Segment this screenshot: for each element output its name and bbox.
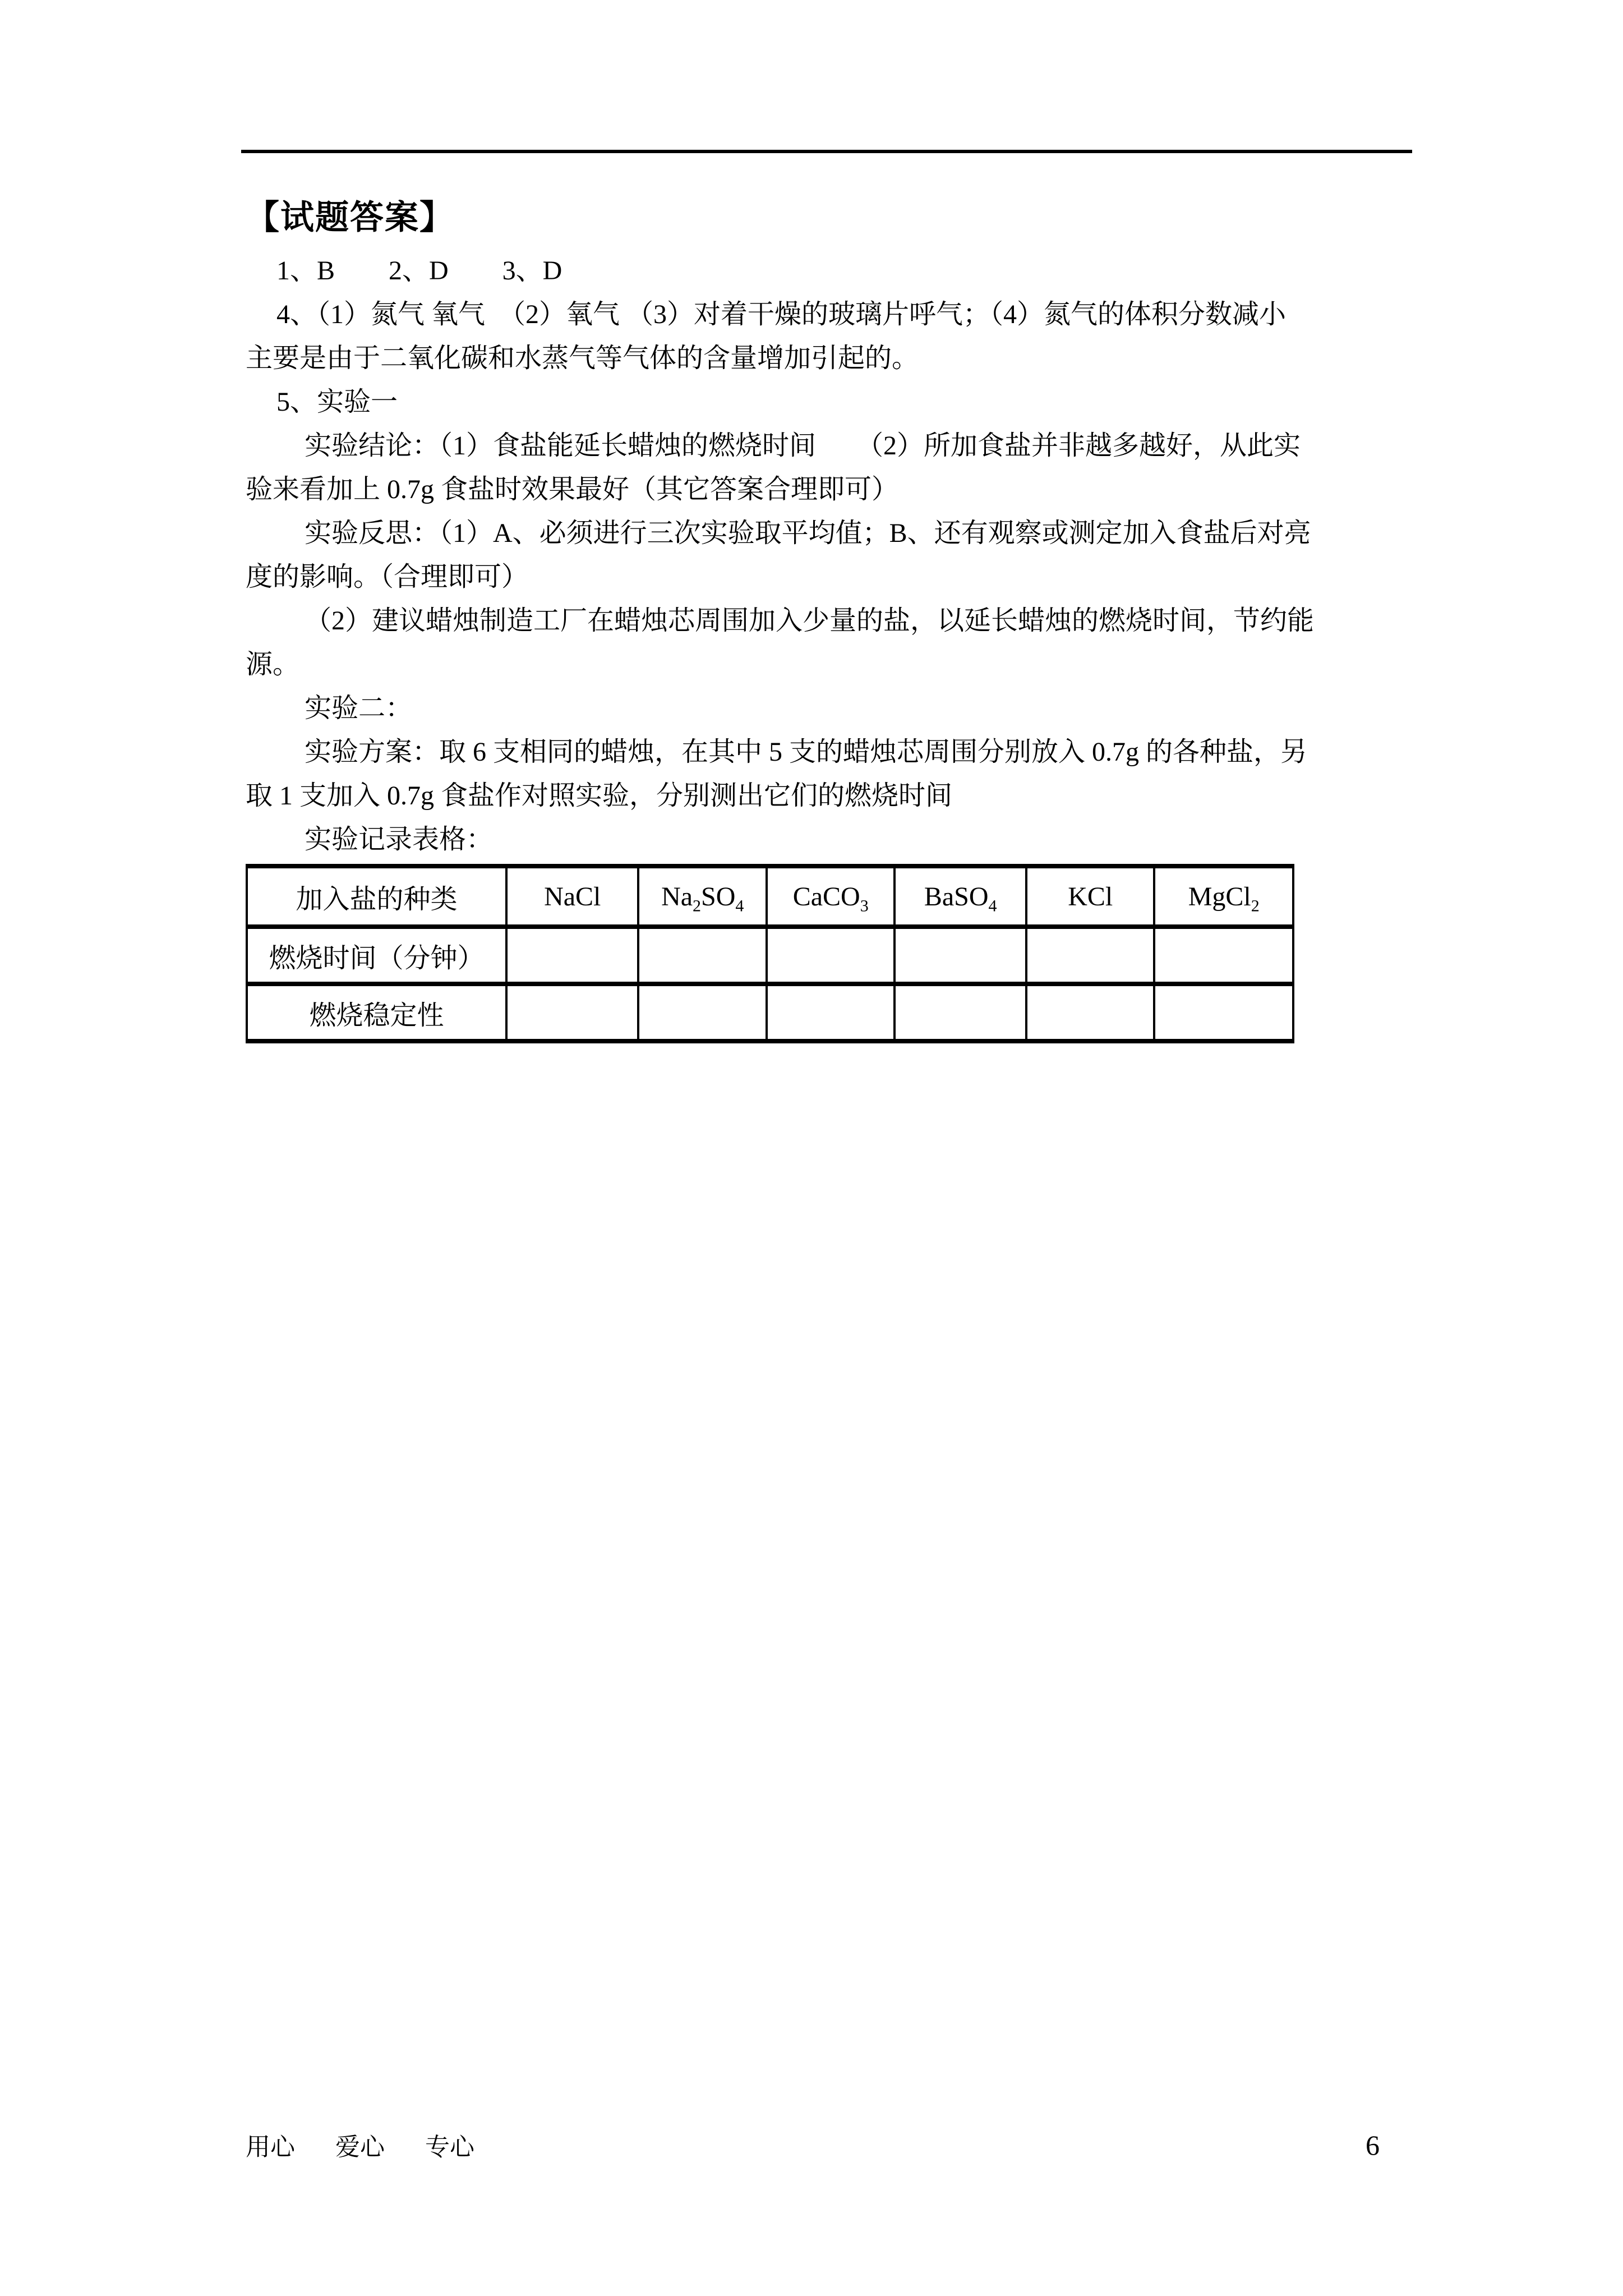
text-line: 实验二： [305,693,413,723]
salt-header-cell: NaCl [506,866,639,927]
empty-data-cell [1154,984,1293,1041]
header-rule [241,150,1412,153]
page-number: 6 [1366,2129,1380,2161]
text-line: 实验结论：（1）食盐能延长蜡烛的燃烧时间 （2）所加食盐并非越多越好，从此实 [305,431,1301,461]
page-title: 【试题答案】 [246,199,454,236]
row-header-cell: 加入盐的种类 [247,866,506,927]
empty-data-cell [895,927,1026,984]
table-row [247,927,1293,984]
empty-data-cell [767,984,895,1041]
row-label-cell: 燃烧稳定性 [247,984,506,1041]
salt-header-cell: $Na_2SO_4$ [638,866,766,927]
empty-data-cell [638,984,766,1041]
text-line: 实验记录表格： [305,825,494,854]
page-footer [246,2129,1413,2165]
experiment-record-table [246,864,1294,1043]
empty-data-cell [506,984,639,1041]
text-line: 主要是由于二氧化碳和水蒸气等气体的含量增加引起的。 [246,343,919,373]
answer-lines [246,249,1423,862]
empty-data-cell [1026,984,1154,1041]
text-line: 取 1 支加入 0.7g 食盐作对照实验，分别测出它们的燃烧时间 [246,781,953,811]
empty-data-cell [506,927,639,984]
salt-header-cell: BaSO$_4$ [895,866,1026,927]
table-header-row [247,866,1293,927]
empty-data-cell [638,927,766,984]
table-body [247,866,1293,1041]
text-line: 1、B 2、D 3、D [276,256,562,286]
text-line: 源。 [246,650,300,679]
salt-header-cell: CaCO$_3$ [767,866,895,927]
text-line: 验来看加上 0.7g 食盐时效果最好（其它答案合理即可） [246,475,899,504]
table-row [247,984,1293,1041]
text-line: 实验反思：（1）A、必须进行三次实验取平均值；B、还有观察或测定加入食盐后对亮 [305,518,1311,548]
row-label-cell: 燃烧时间（分钟） [247,927,506,984]
text-line: （2）建议蜡烛制造工厂在蜡烛芯周围加入少量的盐，以延长蜡烛的燃烧时间，节约能 [305,606,1315,636]
empty-data-cell [1154,927,1293,984]
empty-data-cell [767,927,895,984]
footer-word: 爱心 [335,2133,385,2161]
text-line: 4、（1）氮气 氧气 （2）氧气 （3）对着干燥的玻璃片呼气；（4）氮气的体积分数减小 [276,300,1287,329]
footer-motto [246,2132,515,2163]
footer-word: 用心 [246,2133,295,2161]
text-line: 度的影响。（合理即可） [246,562,529,592]
salt-header-cell: KCl [1026,866,1154,927]
empty-data-cell [895,984,1026,1041]
salt-header-cell: MgCl$_2$ [1154,866,1293,927]
footer-word: 专心 [425,2133,474,2161]
text-line: 实验方案：取 6 支相同的蜡烛，在其中 5 支的蜡烛芯周围分别放入 0.7g 的各种盐，另 [305,737,1308,767]
empty-data-cell [1026,927,1154,984]
text-line: 5、实验一 [276,387,398,417]
answer-section [246,197,1423,862]
